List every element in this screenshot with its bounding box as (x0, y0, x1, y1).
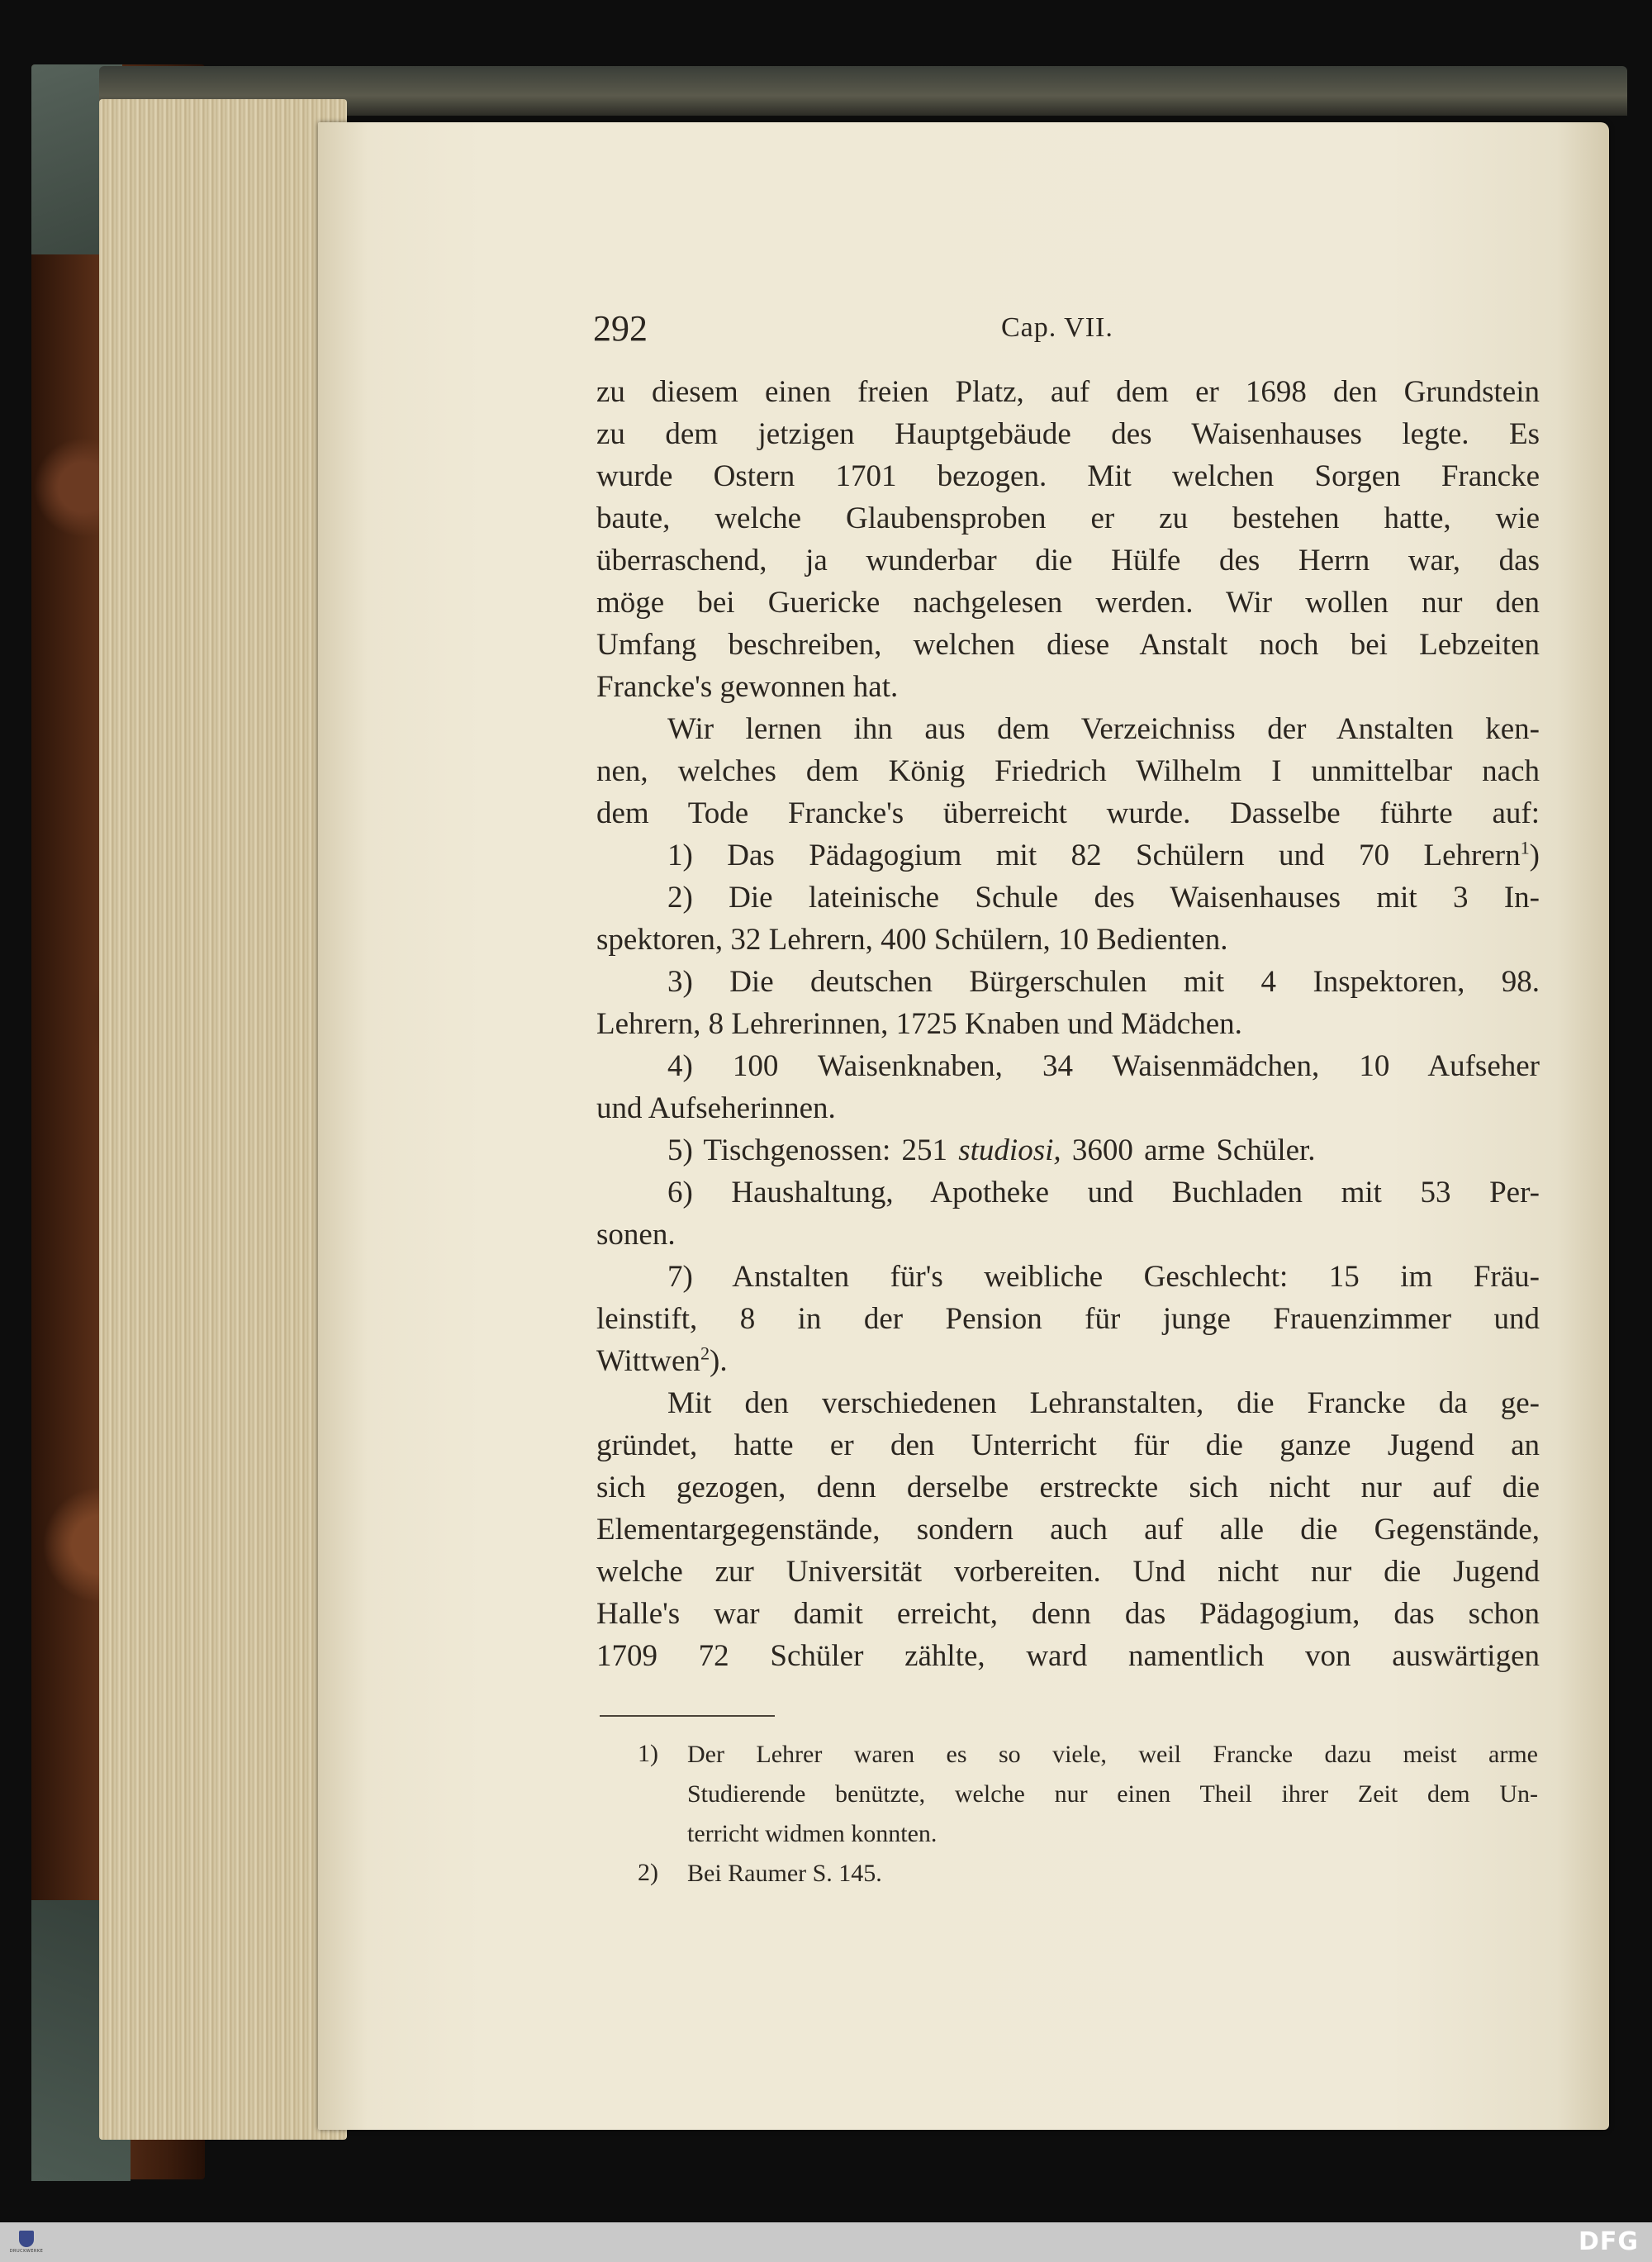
list-item-5 (667, 1132, 1540, 1170)
body-line: spektoren, 32 Lehrern, 400 Schülern, 10 Bedienten. (596, 923, 1228, 957)
footnote-line: Studierende benützte, welche nur einen Theil ihrer Zeit dem Un- (687, 1780, 1538, 1808)
body-line: und Aufseherinnen. (596, 1091, 836, 1125)
list-item-7: 7) Anstalten für's weibliche Geschlecht: 15 im Fräu- (667, 1260, 1540, 1294)
library-logo-label: DRUCKWERKE (9, 2249, 44, 2254)
italic-word: studiosi, (958, 1133, 1061, 1167)
body-line: dem Tode Francke's überreicht wurde. Dasselbe führte auf: (596, 796, 1540, 830)
shield-icon (19, 2231, 34, 2247)
footnote-ref-2: 2 (700, 1342, 710, 1364)
library-logo (7, 2226, 46, 2259)
footnote-ref-close: ) (1529, 839, 1540, 872)
dfg-logo: DFG (1578, 2227, 1639, 2256)
running-head: Cap. VII. (1001, 312, 1113, 343)
body-line: baute, welche Glaubensproben er zu bestehen hatte, wie (596, 501, 1540, 535)
body-line: Francke's gewonnen hat. (596, 670, 899, 704)
body-line: leinstift, 8 in der Pension für junge Frauenzimmer und (596, 1302, 1540, 1336)
body-line: sich gezogen, denn derselbe erstreckte sich nicht nur auf die (596, 1471, 1540, 1504)
page-edges (99, 99, 347, 2140)
footer-bar (0, 2222, 1652, 2262)
body-line: überraschend, ja wunderbar die Hülfe des Herrn war, das (596, 544, 1540, 577)
list-item-2: 2) Die lateinische Schule des Waisenhauses mit 3 In- (667, 881, 1540, 915)
body-line: sonen. (596, 1218, 676, 1252)
list-item-text: 3600 arme Schüler. (1071, 1133, 1316, 1167)
footnote-line: terricht widmen konnten. (687, 1820, 938, 1847)
body-line: nen, welches dem König Friedrich Wilhelm I unmittelbar nach (596, 754, 1540, 788)
page-number: 292 (593, 308, 648, 349)
body-line: welche zur Universität vorbereiten. Und nicht nur die Jugend (596, 1555, 1540, 1589)
body-line: Halle's war damit erreicht, denn das Pädagogium, das schon (596, 1597, 1540, 1631)
body-line: wurde Ostern 1701 bezogen. Mit welchen Sorgen Francke (596, 459, 1540, 493)
list-item-1 (667, 837, 1540, 875)
footnote-line: Bei Raumer S. 145. (687, 1860, 882, 1887)
footnote-mark-2: 2) (638, 1859, 658, 1886)
body-line: gründet, hatte er den Unterricht für die ganze Jugend an (596, 1428, 1540, 1462)
footnote-ref-close: ). (710, 1344, 728, 1378)
footnote-mark-1: 1) (638, 1740, 658, 1767)
body-line: Wir lernen ihn aus dem Verzeichniss der Anstalten ken- (667, 712, 1540, 746)
body-line: Lehrern, 8 Lehrerinnen, 1725 Knaben und Mädchen. (596, 1007, 1242, 1041)
body-line: möge bei Guericke nachgelesen werden. Wir wollen nur den (596, 586, 1540, 620)
body-line: Elementargegenstände, sondern auch auf alle die Gegenstände, (596, 1513, 1540, 1547)
list-item-6: 6) Haushaltung, Apotheke und Buchladen mit 53 Per- (667, 1176, 1540, 1209)
body-line: 1709 72 Schüler zählte, ward namentlich von auswärtigen (596, 1639, 1540, 1673)
list-item-text: 1) Das Pädagogium mit 82 Schülern und 70 Lehrern (667, 839, 1521, 872)
body-line (596, 1342, 1540, 1380)
list-item-4: 4) 100 Waisenknaben, 34 Waisenmädchen, 10 Aufseher (667, 1049, 1540, 1083)
body-line: zu diesem einen freien Platz, auf dem er 1698 den Grundstein (596, 375, 1540, 409)
list-item-3: 3) Die deutschen Bürgerschulen mit 4 Inspektoren, 98. (667, 965, 1540, 999)
body-line: zu dem jetzigen Hauptgebäude des Waisenhauses legte. Es (596, 417, 1540, 451)
list-item-text: 5) Tischgenossen: 251 (667, 1133, 947, 1167)
footnote-rule (600, 1715, 775, 1717)
footnote-ref-1: 1 (1520, 837, 1530, 858)
body-line: Umfang beschreiben, welchen diese Anstalt noch bei Lebzeiten (596, 628, 1540, 662)
body-line: Mit den verschiedenen Lehranstalten, die Francke da ge- (667, 1386, 1540, 1420)
footnote-line: Der Lehrer waren es so viele, weil Francke dazu meist arme (687, 1741, 1538, 1768)
list-item-text: Wittwen (596, 1344, 700, 1378)
